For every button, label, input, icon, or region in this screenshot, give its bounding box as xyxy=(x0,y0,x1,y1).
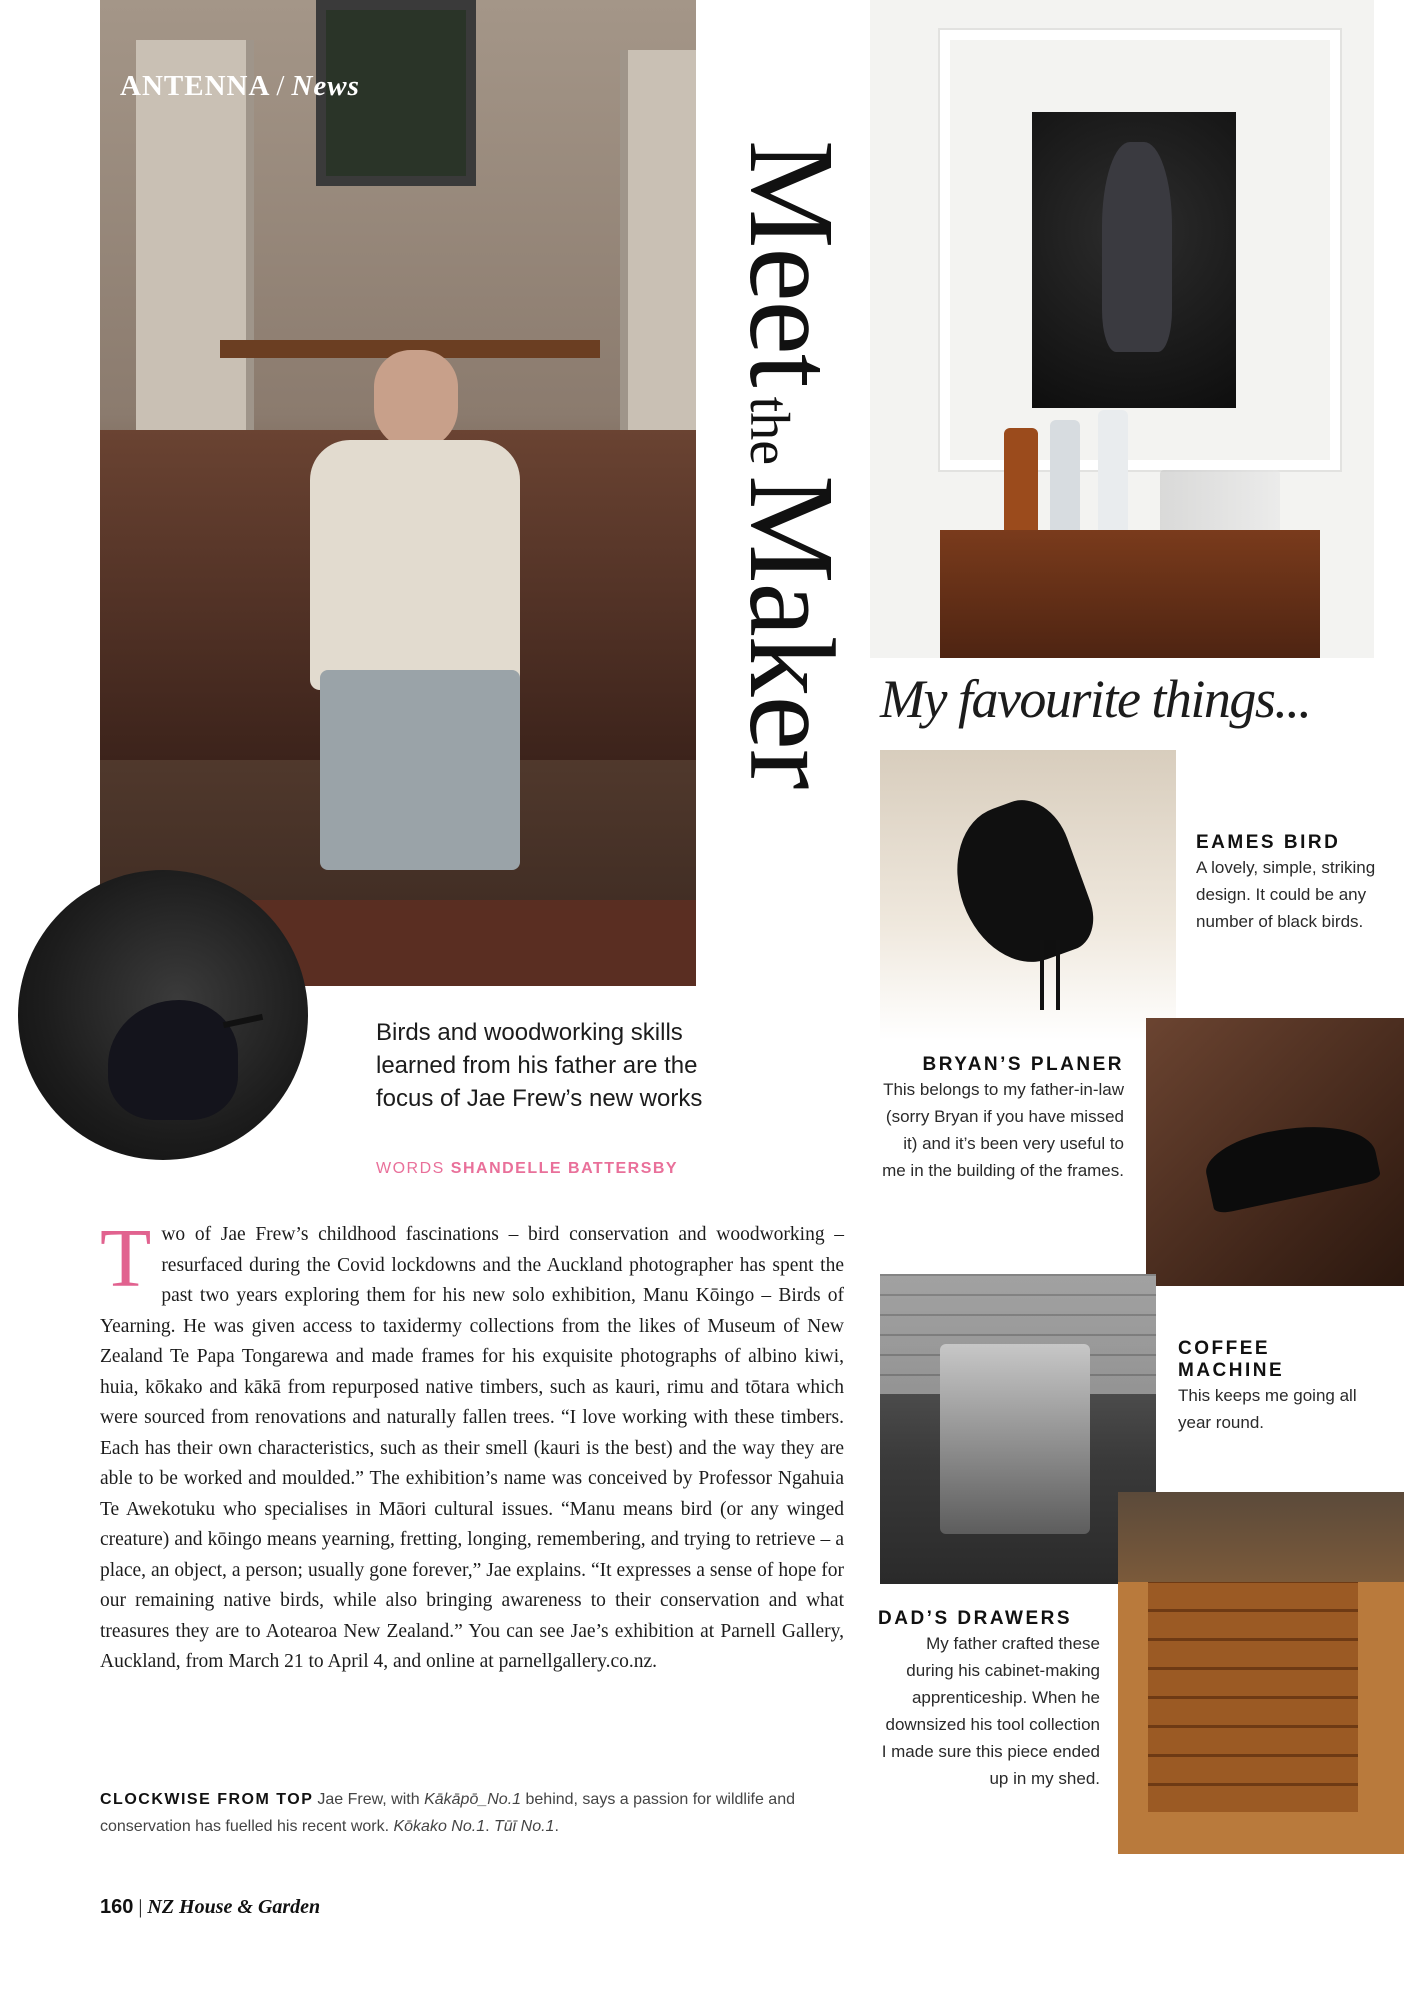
caption-text-2: behind, says a passion for wildlife and conservation has fuelled his recent work. xyxy=(100,1791,795,1835)
gin-bottle xyxy=(1050,420,1080,548)
eames-bird-photo xyxy=(880,750,1176,1040)
running-head-section: ANTENNA xyxy=(120,70,271,102)
kokako-photo xyxy=(870,0,1374,658)
hand-planer xyxy=(1201,1111,1382,1215)
page-footer xyxy=(100,1896,320,1919)
eames-bird-body xyxy=(936,788,1103,979)
shelf-items xyxy=(1118,1492,1404,1582)
caption-text-3: . xyxy=(485,1818,494,1835)
item-heading: COFFEE MACHINE xyxy=(1178,1338,1285,1381)
title-word-meet: Meet xyxy=(724,140,859,387)
magazine-name: NZ House & Garden xyxy=(147,1896,321,1918)
item-heading: DAD’S DRAWERS xyxy=(878,1608,1073,1629)
caption-title-1: Kākāpō_No.1 xyxy=(424,1791,522,1808)
footer-separator: | xyxy=(138,1896,143,1918)
hero-photo-jae-frew xyxy=(100,0,696,986)
body-copy xyxy=(100,1212,844,1678)
item-description: This keeps me going all year round. xyxy=(1178,1386,1357,1432)
body-text: wo of Jae Frew’s childhood fascinations – bird conservation and woodworking – resurfaced during the Covid lockdowns and the Auckland photographer has spent the past two years exploring them for his new solo exhibition, Manu Kōingo – Birds of Yearning. He was given access to taxidermy collections from the likes of Museum of New Zealand Te Papa Tongarewa and made frames for his exquisite photographs of albino kiwi, huia, kōkako and kākā from repurposed native timbers, such as kauri, rimu and tōtara which were sourced from renovations and naturally fallen trees. “I love working with these timbers. Each has their own characteristics, such as their smell (kauri is the best) and the way they are able to be worked and moulded.” The exhibition’s name was conceived by Professor Ngahuia Te Awekotuku who specialises in Māori cultural issues. “Manu means bird (or any winged creature) and kōingo means yearning, fretting, longing, remembering, and trying to retrieve – a place, an object, a person; usually gone forever,” Jae explains. “It expresses a sense of hope for our remaining native birds, while also bringing awareness to their conservation and what treasures they are to Aotearoa New Zealand.” You can see Jae’s exhibition at Parnell Gallery, Auckland, from March 21 to April 4, and online at parnellgallery.co.nz. xyxy=(100,1224,844,1672)
item-description: This belongs to my father-in-law (sorry Bryan if you have missed it) and it’s been very useful to me in the building of the frames. xyxy=(882,1080,1124,1180)
byline-name: SHANDELLE BATTERSBY xyxy=(450,1160,679,1177)
caption-label: CLOCKWISE FROM TOP xyxy=(100,1791,314,1808)
item-description: A lovely, simple, striking design. It could be any number of black birds. xyxy=(1196,858,1376,931)
wooden-cabinet xyxy=(940,530,1320,658)
favourite-item-eames-bird xyxy=(1196,832,1376,935)
wooden-drawers xyxy=(1148,1582,1358,1812)
favourites-title: My favourite things... xyxy=(880,669,1311,729)
running-head-separator: / xyxy=(276,70,286,102)
subject-head xyxy=(374,350,458,450)
page-number: 160 xyxy=(100,1896,134,1918)
article-title xyxy=(724,140,859,789)
photo-caption xyxy=(100,1786,844,1840)
byline-label: WORDS xyxy=(376,1160,445,1177)
clear-bottle xyxy=(1098,410,1128,550)
item-heading: EAMES BIRD xyxy=(1196,832,1341,853)
caption-title-2: Kōkako No.1 xyxy=(393,1818,486,1835)
tui-bird-circle-photo xyxy=(18,870,308,1160)
favourite-item-bryans-planer xyxy=(878,1054,1124,1184)
favourite-item-dads-drawers xyxy=(878,1608,1100,1792)
portrait-subject xyxy=(290,350,540,910)
favourite-item-coffee-machine xyxy=(1178,1338,1378,1436)
tui-bird-shape xyxy=(108,1000,238,1120)
byline xyxy=(376,1160,678,1178)
drop-cap: T xyxy=(100,1212,152,1305)
caption-text-1: Jae Frew, with xyxy=(317,1791,425,1808)
title-word-maker: Maker xyxy=(724,475,859,789)
subject-shirt xyxy=(310,440,520,690)
planer-photo xyxy=(1146,1018,1404,1286)
intro-standfirst: Birds and woodworking skills learned from his father are the focus of Jae Frew’s new works xyxy=(376,1019,703,1112)
caption-text-4: . xyxy=(554,1818,559,1835)
eames-bird-leg xyxy=(1056,940,1060,1010)
tui-beak xyxy=(223,1014,263,1028)
running-head xyxy=(120,70,360,103)
caption-title-3: Tūī No.1 xyxy=(493,1818,555,1835)
eames-bird-leg xyxy=(1040,940,1044,1010)
item-description: My father crafted these during his cabinet-making apprenticeship. When he downsized his tool collection I made sure this piece ended up in my shed. xyxy=(881,1634,1100,1788)
espresso-machine xyxy=(940,1344,1090,1534)
kokako-bird xyxy=(1102,142,1172,352)
title-word-the: the xyxy=(738,396,800,466)
kokako-print xyxy=(1032,112,1236,408)
coffee-machine-photo xyxy=(880,1274,1156,1584)
running-head-subsection: News xyxy=(291,70,360,102)
item-heading: BRYAN’S PLANER xyxy=(922,1054,1124,1075)
drawers-photo xyxy=(1118,1492,1404,1854)
subject-jeans xyxy=(320,670,520,870)
